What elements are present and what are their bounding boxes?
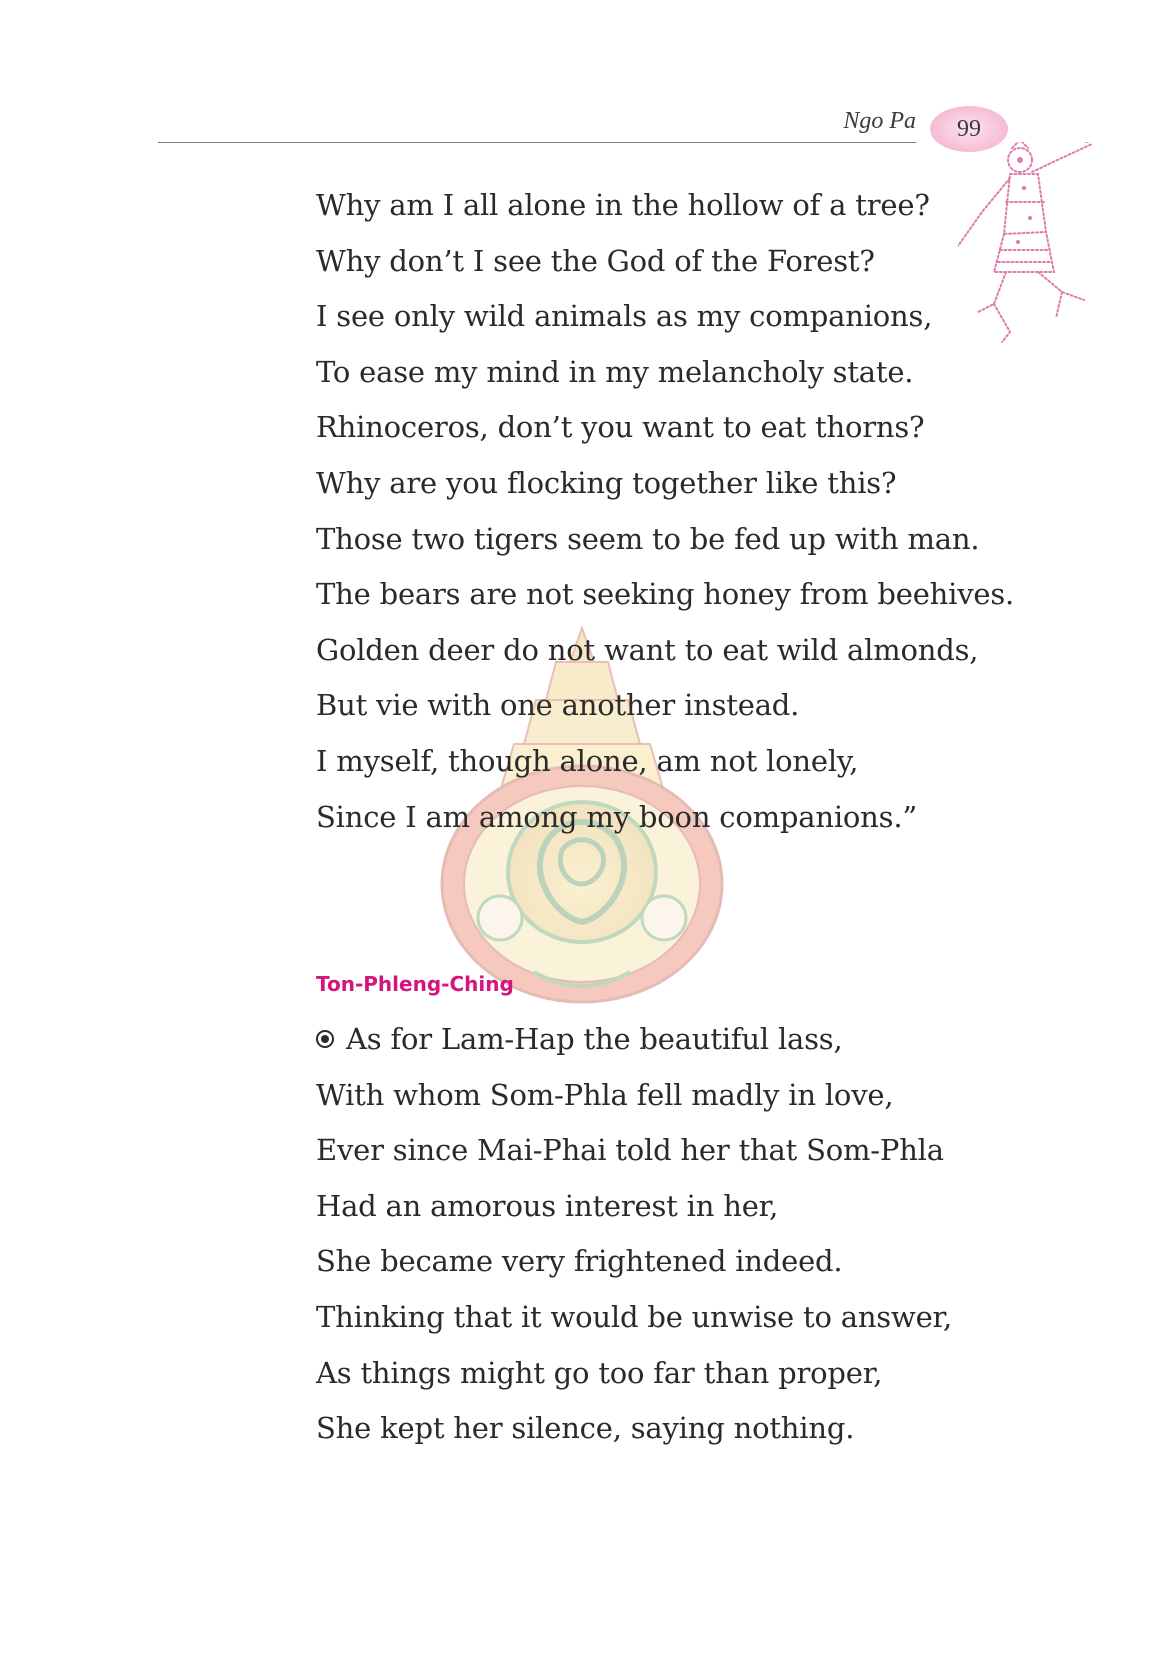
verse-line: But vie with one another instead. — [316, 688, 800, 723]
verse-line: Ever since Mai-Phai told her that Som-Phla — [316, 1133, 944, 1168]
verse-line-text: As for Lam-Hap the beautiful lass, — [346, 1022, 843, 1056]
verse-line: Why am I all alone in the hollow of a tree? — [316, 188, 930, 222]
verse-line: As things might go too far than proper, — [316, 1355, 883, 1390]
verse-stanza-2 — [316, 1012, 952, 1457]
verse-line: She kept her silence, saying nothing. — [316, 1411, 855, 1446]
verse-line: I see only wild animals as my companions, — [316, 299, 933, 334]
verse-line: With whom Som-Phla fell madly in love, — [316, 1077, 894, 1112]
verse-line: Since I am among my boon companions.” — [316, 799, 917, 834]
verse-line-first — [316, 1012, 952, 1068]
verse-line: She became very frightened indeed. — [316, 1244, 843, 1279]
section-heading: Ton-Phleng-Ching — [316, 972, 514, 996]
verse-line: Thinking that it would be unwise to answer, — [316, 1299, 953, 1334]
verse-line: I myself, though alone, am not lonely, — [316, 743, 859, 778]
verse-line: Rhinoceros, don’t you want to eat thorns? — [316, 410, 925, 445]
bullet-icon — [316, 1030, 334, 1048]
running-title: Ngo Pa — [843, 108, 916, 134]
verse-line: The bears are not seeking honey from beehives. — [316, 577, 1015, 612]
verse-line: Those two tigers seem to be fed up with man. — [316, 521, 980, 556]
verse-line: Why are you flocking together like this? — [316, 465, 897, 500]
header-rule — [158, 142, 916, 143]
page-number: 99 — [930, 106, 1008, 152]
verse-stanza-1 — [316, 178, 1014, 845]
verse-line: Golden deer do not want to eat wild almonds, — [316, 632, 979, 667]
verse-line: To ease my mind in my melancholy state. — [316, 354, 914, 389]
verse-line: Why don’t I see the God of the Forest? — [316, 243, 875, 278]
verse-line: Had an amorous interest in her, — [316, 1188, 779, 1223]
